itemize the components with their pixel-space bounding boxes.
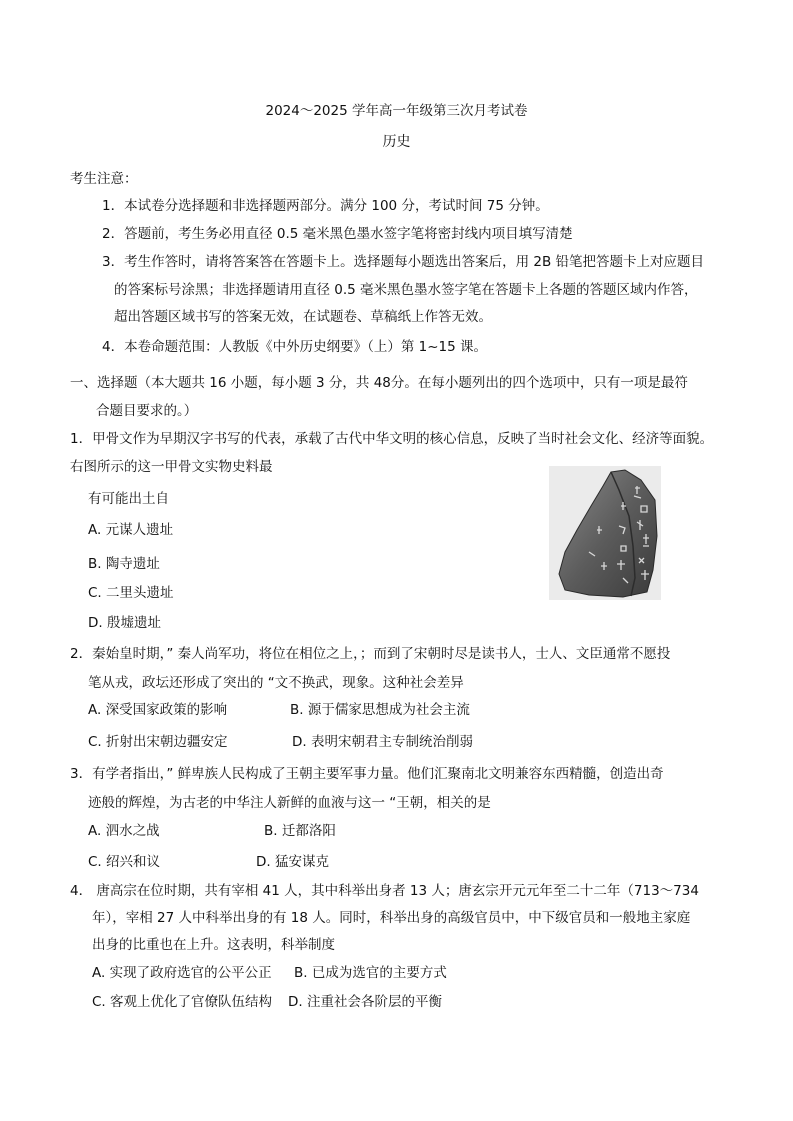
- question-1-stem: 有可能出土自: [88, 491, 169, 507]
- question-1-stem: 右图所示的这一甲骨文实物史料最: [70, 459, 273, 475]
- exam-subject: 历史: [382, 134, 411, 150]
- question-4-option-d: D. 注重社会各阶层的平衡: [288, 994, 442, 1010]
- question-1-option-a: A. 元谋人遗址: [88, 522, 174, 538]
- question-4-option-a: A. 实现了政府选官的公平公正: [92, 965, 272, 981]
- question-2-option-a: A. 深受国家政策的影响: [88, 702, 228, 718]
- question-3-option-d: D. 猛安谋克: [256, 854, 329, 870]
- question-3-option-b: B. 迁都洛阳: [264, 823, 336, 839]
- section-heading: 一、选择题（本大题共 16 小题，每小题 3 分，共 48分。在每小题列出的四个选项中，只有一项是最符: [70, 375, 688, 391]
- question-1-option-c: C. 二里头遗址: [88, 585, 174, 601]
- notice-item: 1．本试卷分选择题和非选择题两部分。满分 100 分，考试时间 75 分钟。: [102, 198, 549, 214]
- exam-title: 2024～2025 学年高一年级第三次月考试卷: [265, 103, 528, 119]
- question-2-option-c: C. 折射出宋朝边疆安定: [88, 734, 228, 750]
- question-4-stem: 4． 唐高宗在位时期，共有宰相 41 人，其中科举出身者 13 人；唐玄宗开元元年至二十二年（713～734: [70, 883, 699, 899]
- question-2-option-d: D. 表明宋朝君主专制统治削弱: [292, 734, 473, 750]
- oracle-bone-image: [549, 466, 661, 600]
- question-2-stem: 2．秦始皇时期，” 秦人尚军功，将位在相位之上，；而到了宋朝时尽是读书人，士人、文臣通常不愿投: [70, 646, 671, 662]
- question-3-stem: 3．有学者指出，” 鲜卑族人民构成了王朝主要军事力量。他们汇聚南北文明兼容东西精髓，创造出奇: [70, 766, 664, 782]
- question-1-stem: 1．甲骨文作为早期汉字书写的代表，承载了古代中华文明的核心信息，反映了当时社会文化、经济等面貌。: [70, 431, 714, 447]
- notice-item: 4．本卷命题范围：人教版《中外历史纲要》（上）第 1~15 课。: [102, 339, 487, 355]
- notice-heading: 考生注意：: [70, 171, 138, 187]
- notice-item: 2．答题前，考生务必用直径 0.5 毫米黑色墨水签字笔将密封线内项目填写清楚: [102, 226, 573, 242]
- section-heading-cont: 合题目要求的。）: [96, 403, 198, 419]
- question-4-stem: 年），宰相 27 人中科举出身的有 18 人。同时，科举出身的高级官员中，中下级官员和一般地主家庭: [92, 910, 691, 926]
- question-1-option-b: B. 陶寺遗址: [88, 556, 160, 572]
- question-2-option-b: B. 源于儒家思想成为社会主流: [290, 702, 470, 718]
- question-3-option-a: A. 泗水之战: [88, 823, 160, 839]
- notice-item: 超出答题区域书写的答案无效，在试题卷、草稿纸上作答无效。: [114, 309, 492, 325]
- notice-item: 的答案标号涂黑；非选择题请用直径 0.5 毫米黑色墨水签字笔在答题卡上各题的答题区域内作答，: [114, 282, 698, 298]
- question-2-stem: 笔从戎，政坛还形成了突出的 “文不换武，现象。这种社会差异: [88, 675, 464, 691]
- question-4-stem: 出身的比重也在上升。这表明，科举制度: [92, 937, 335, 953]
- question-1-option-d: D. 殷墟遗址: [88, 615, 161, 631]
- question-3-stem: 迹般的辉煌，为古老的中华注人新鲜的血液与这一 “王朝，相关的是: [88, 795, 491, 811]
- question-3-option-c: C. 绍兴和议: [88, 854, 161, 870]
- question-4-option-c: C. 客观上优化了官僚队伍结构: [92, 994, 273, 1010]
- notice-item: 3．考生作答时，请将答案答在答题卡上。选择题每小题选出答案后，用 2B 铅笔把答题卡上对应题目: [102, 254, 705, 270]
- question-4-option-b: B. 已成为选官的主要方式: [294, 965, 447, 981]
